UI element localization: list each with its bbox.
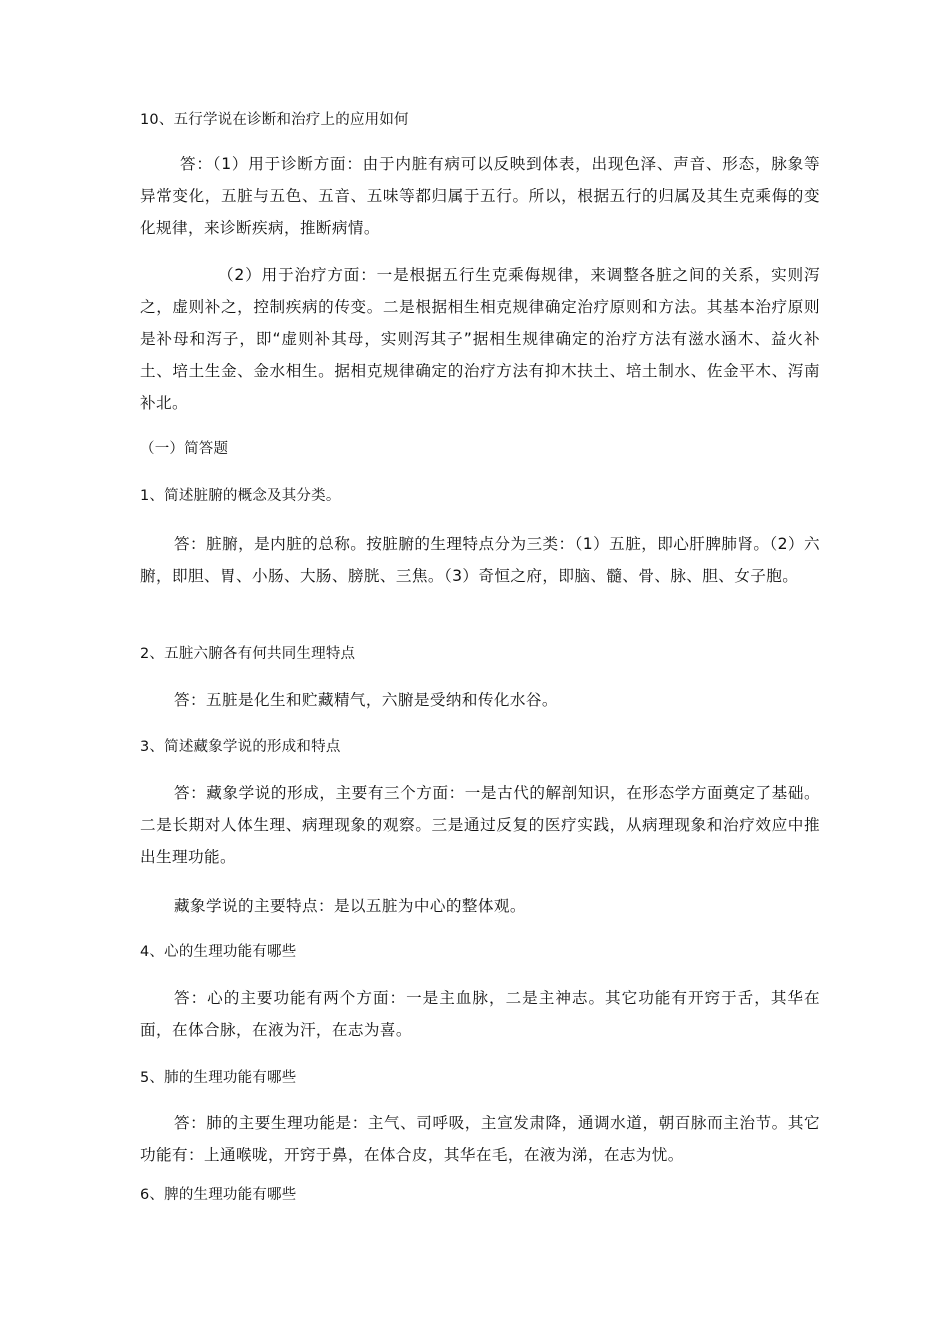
answer-text: 答：（1）用于诊断方面：由于内脏有病可以反映到体表，出现色泽、声音、形态，脉象等异常变化，五脏与五色、五音、五味等都归属于五行。所以，根据五行的归属及其生克乘侮的变化规律，来诊断疾病，推断病情。 [140, 155, 820, 237]
question-3-title: 3、简述藏象学说的形成和特点 [140, 739, 341, 755]
answer-text: 答：脏腑，是内脏的总称。按脏腑的生理特点分为三类：（1）五脏，即心肝脾肺肾。（2）六腑，即胆、胃、小肠、大肠、膀胱、三焦。（3）奇恒之府，即脑、髓、骨、脉、胆、女子胞。 [140, 535, 820, 585]
question-3-answer [140, 777, 820, 873]
answer-text: 答：肺的主要生理功能是：主气、司呼吸，主宣发肃降，通调水道，朝百脉而主治节。其它功能有：上通喉咙，开窍于鼻，在体合皮，其华在毛，在液为涕，在志为忧。 [140, 1114, 820, 1164]
question-6-title: 6、脾的生理功能有哪些 [140, 1187, 297, 1203]
question-10-answer-diagnosis [140, 148, 820, 244]
question-2-answer [140, 684, 820, 716]
question-4-title: 4、心的生理功能有哪些 [140, 944, 297, 960]
answer-text: （2）用于治疗方面：一是根据五行生克乘侮规律，来调整各脏之间的关系，实则泻之，虚则补之，控制疾病的传变。二是根据相生相克规律确定治疗原则和方法。其基本治疗原则是补母和泻子，即“虚则补其母，实则泻其子”据相生规律确定的治疗方法有滋水涵木、益火补土、培土生金、金水相生。据相克规律确定的治疗方法有抑木扶土、培土制水、佐金平木、泻南补北。 [140, 266, 820, 412]
question-5-title: 5、肺的生理功能有哪些 [140, 1070, 297, 1086]
answer-text: 答：心的主要功能有两个方面：一是主血脉，二是主神志。其它功能有开窍于舌，其华在面，在体合脉，在液为汗，在志为喜。 [140, 989, 820, 1039]
question-5-answer [140, 1107, 820, 1171]
question-1-answer [140, 528, 820, 592]
question-10-answer-treatment [140, 259, 820, 419]
question-1-title: 1、简述脏腑的概念及其分类。 [140, 488, 341, 504]
answer-text: 藏象学说的主要特点：是以五脏为中心的整体观。 [174, 897, 526, 915]
question-3-answer-features [140, 890, 820, 922]
question-10-title: 10、五行学说在诊断和治疗上的应用如何 [140, 112, 409, 128]
question-2-title: 2、五脏六腑各有何共同生理特点 [140, 646, 356, 662]
question-4-answer [140, 982, 820, 1046]
answer-text: 答：藏象学说的形成，主要有三个方面：一是古代的解剖知识，在形态学方面奠定了基础。二是长期对人体生理、病理现象的观察。三是通过反复的医疗实践，从病理现象和治疗效应中推出生理功能。 [140, 784, 820, 866]
section-title: （一）简答题 [140, 441, 229, 457]
answer-text: 答：五脏是化生和贮藏精气，六腑是受纳和传化水谷。 [174, 691, 558, 709]
